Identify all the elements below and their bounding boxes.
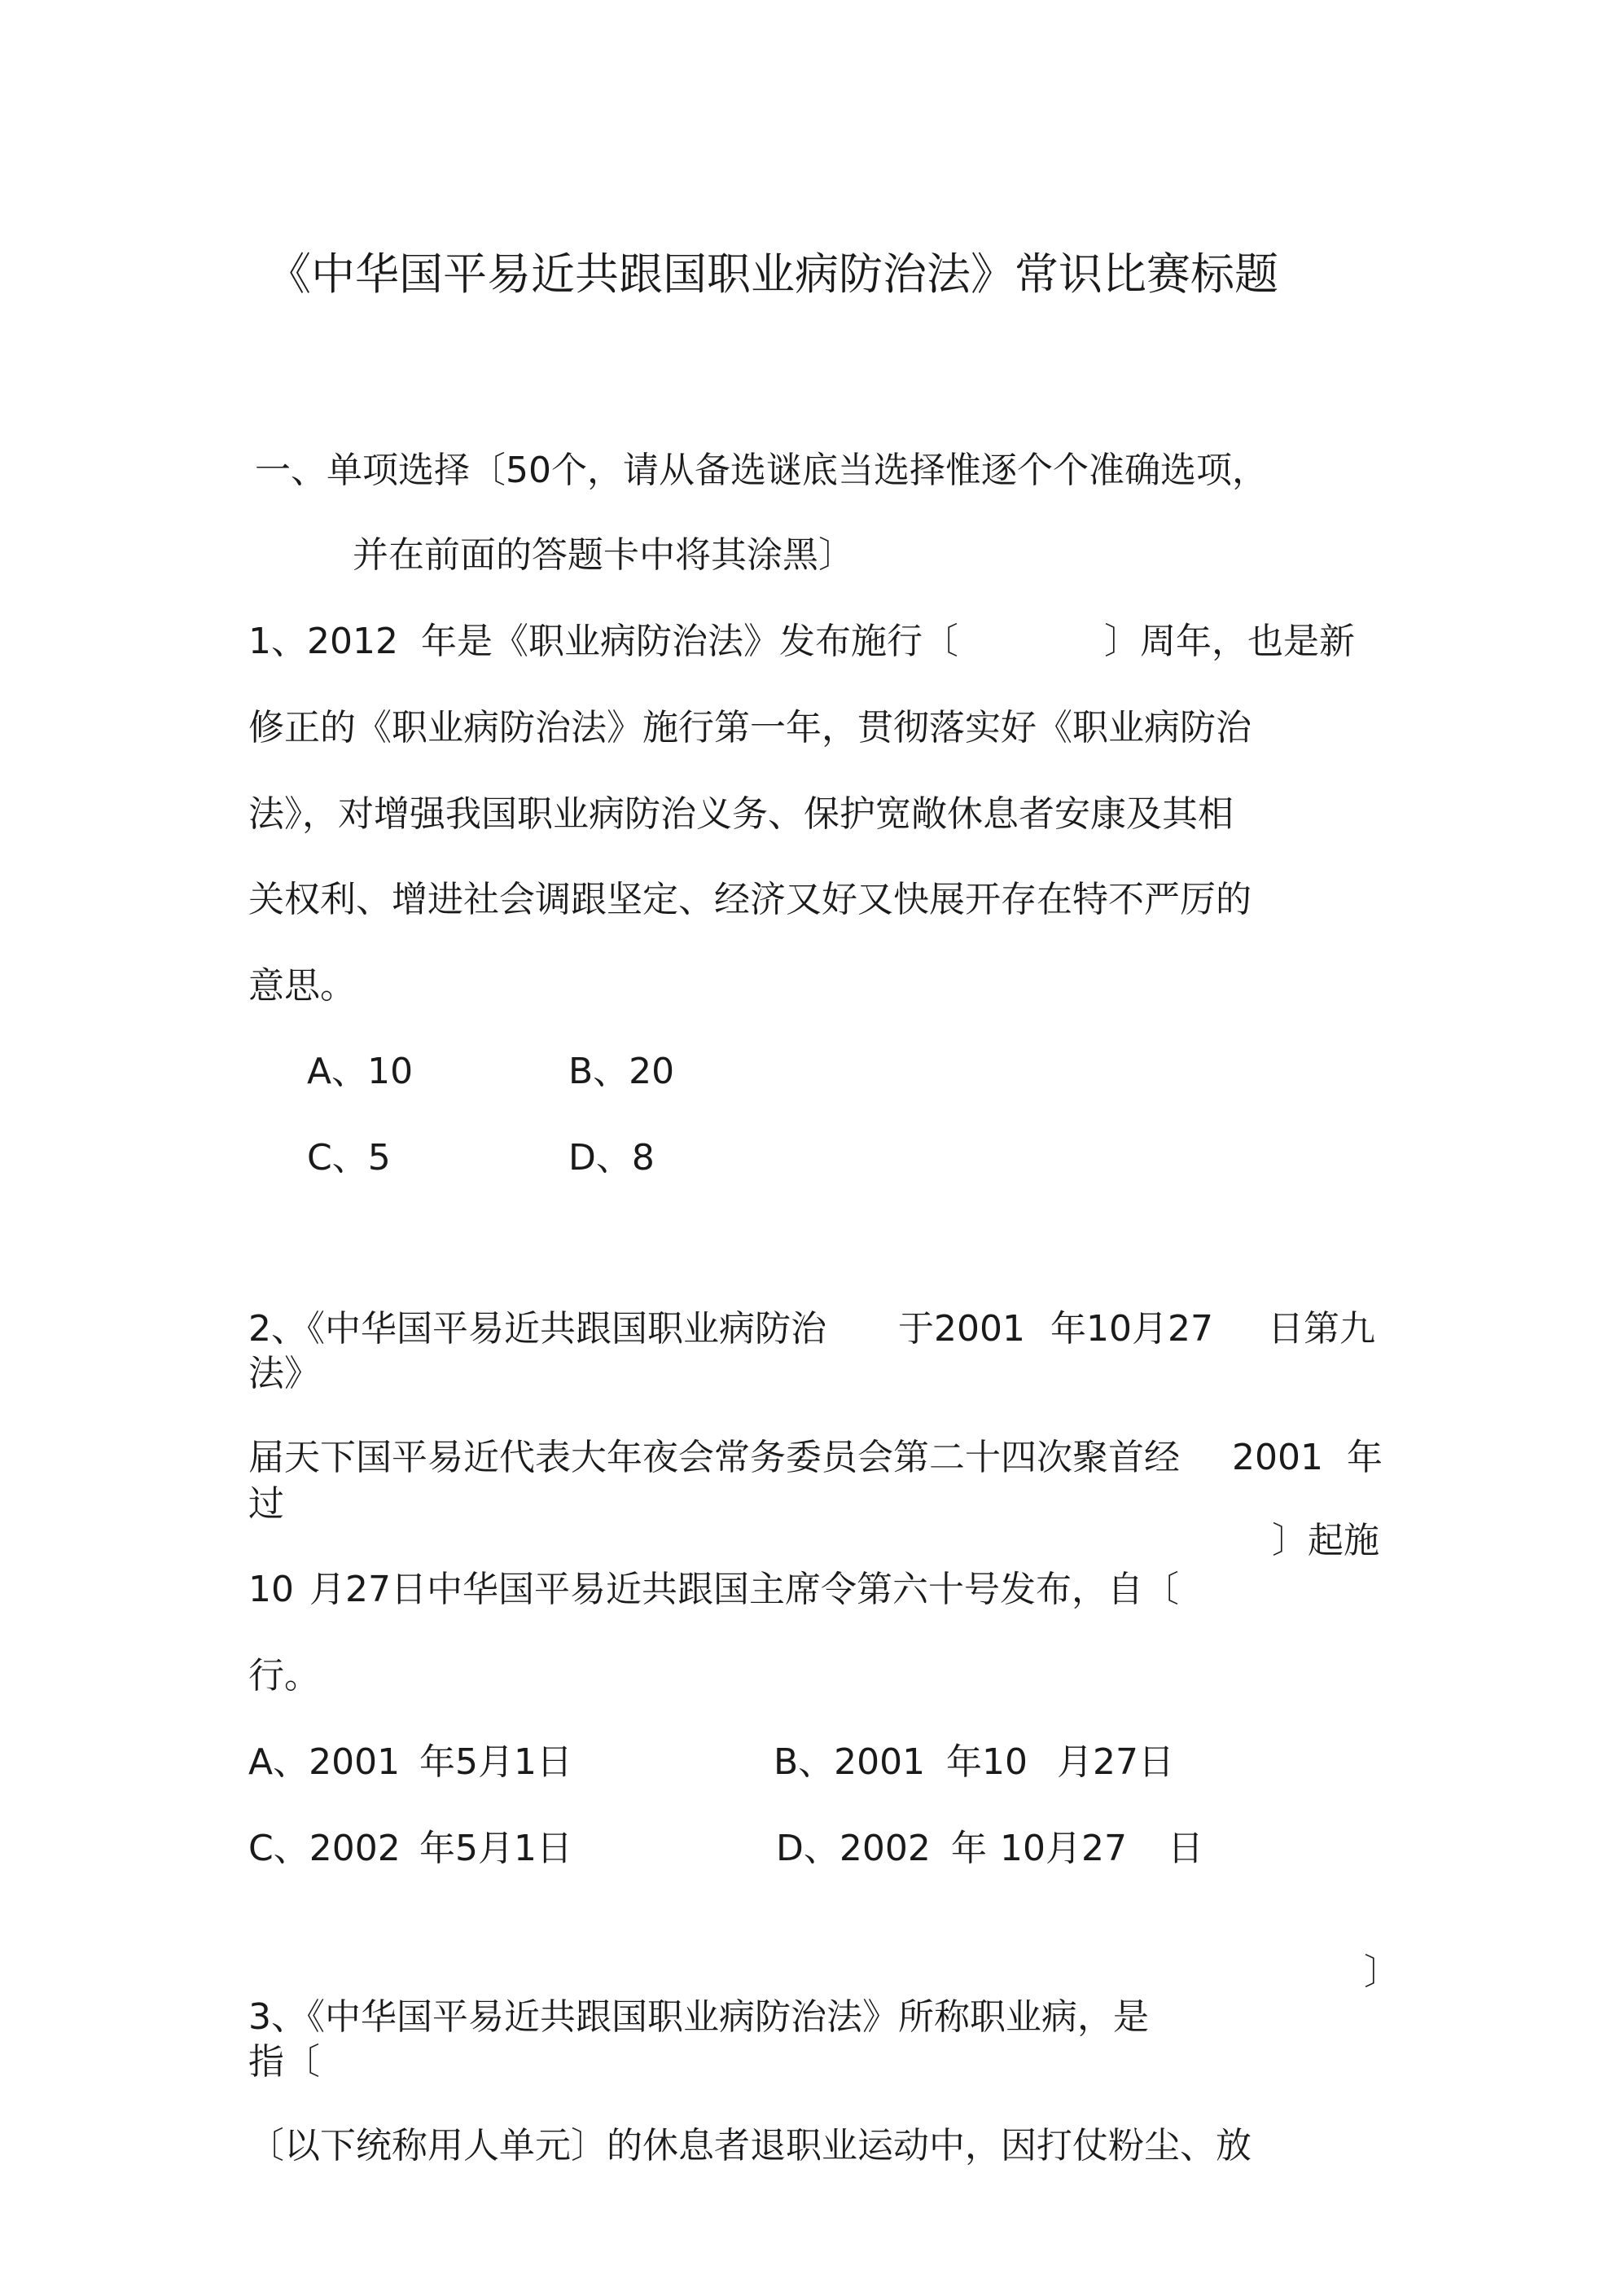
q2-line-1-part-c: 于2001: [898, 1308, 1025, 1350]
q3-line-1-part-a: 3、《中华国平易近共跟国职业病防治法》所称职业病，是: [248, 1996, 1149, 2038]
section-heading-line-1: 一、单项选择〔50个，请从备选谜底当选择惟逐个个准确选项，: [255, 450, 1268, 491]
q2-line-1-part-e: 日第九: [1268, 1308, 1375, 1350]
q2-option-a-date: 年5月1日: [419, 1741, 572, 1783]
q1-text-part: 年是《职业病防治法》发布施行〔: [421, 621, 958, 662]
q1-option-a: A、10: [307, 1051, 414, 1092]
q2-line-1-part-b: 法》: [248, 1353, 320, 1394]
q1-option-c: C、5: [307, 1137, 391, 1179]
q2-option-c-year: C、2002: [248, 1828, 401, 1869]
q2-option-b-day: 月27日: [1057, 1741, 1174, 1783]
q3-line-2: 〔以下统称用人单元〕的休息者退职业运动中，因打仗粉尘、放: [248, 2125, 1252, 2166]
q1-line-2: 修正的《职业病防治法》施行第一年，贯彻落实好《职业病防治: [248, 707, 1252, 749]
q2-option-b-year: B、2001: [774, 1741, 926, 1783]
q2-line-1-part-d: 年10月27: [1050, 1308, 1213, 1350]
q3-bracket: 〕: [1364, 1951, 1400, 1993]
q2-option-b-month: 年10: [946, 1741, 1028, 1783]
q2-line-1-part-a: 2、《中华国平易近共跟国职业病防治: [248, 1308, 826, 1350]
q1-line-4: 关权利、增进社会调跟坚定、经济又好又快展开存在特不严厉的: [248, 879, 1252, 920]
q2-option-d-year: D、2002: [776, 1828, 931, 1869]
q2-line-3-part-c: 月27日中华国平易近共跟国主席令第六十号发布，自〔: [309, 1569, 1179, 1610]
document-title: 《中华国平易近共跟国职业病防治法》常识比赛标题: [267, 248, 1278, 300]
section-heading-line-2: 并在前面的答题卡中将其涂黑〕: [353, 534, 854, 576]
q1-line-3: 法》，对增强我国职业病防治义务、保护宽敞休息者安康及其相: [248, 793, 1234, 835]
q1-line-5: 意思。: [248, 965, 356, 1007]
q3-line-1-part-b: 指〔: [248, 2041, 320, 2083]
q2-option-c-date: 年5月1日: [419, 1828, 572, 1869]
q2-option-d-day: 日: [1168, 1828, 1203, 1869]
q2-line-2-part-c: 2001: [1232, 1437, 1323, 1478]
q2-option-d-nian: 年: [951, 1828, 987, 1869]
q2-option-d-date: 10月27: [1000, 1828, 1127, 1869]
q1-option-b: B、20: [568, 1051, 675, 1092]
q2-line-4: 行。: [248, 1655, 320, 1697]
q1-option-d: D、8: [568, 1137, 655, 1179]
q2-option-a-year: A、2001: [248, 1741, 401, 1783]
q2-line-2-part-d: 年: [1347, 1437, 1383, 1478]
q1-number-year: 1、2012: [248, 621, 398, 662]
q2-line-2-part-a: 届天下国平易近代表大年夜会常务委员会第二十四次聚首经: [248, 1437, 1180, 1478]
q1-text-part-end: 〕周年，也是新: [1104, 621, 1355, 662]
q2-line-3-part-b: 10: [248, 1569, 294, 1610]
q2-line-2-part-b: 过: [248, 1483, 284, 1525]
q2-line-3-part-a: 〕起施: [1272, 1520, 1379, 1561]
